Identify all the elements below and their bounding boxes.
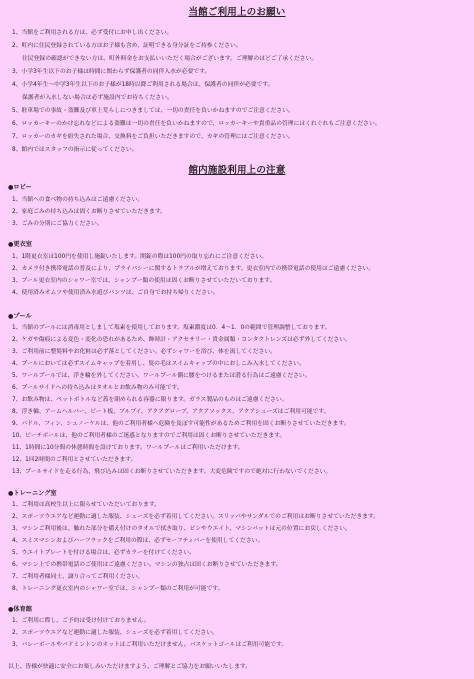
training-item-7: 7、ご利用者様同士、譲り合ってご利用ください。 — [12, 574, 144, 580]
gym-heading: ●体育館 — [8, 606, 32, 613]
training-item-2: 2、スポーツウエアなど運動に適した服装、シューズを必ず着用してください。スリッパやサンダルでのご利用はお断りさせていただきます。 — [12, 514, 380, 520]
lobby-item-2: 2、家庭ごみの持ち込みは固くお断りさせていただきます。 — [12, 209, 166, 215]
closing-text: 以上、皆様が快適に安全にお楽しみいただけますよう、ご理解とご協力をお願いいたします。 — [8, 664, 252, 670]
gym-item-2: 2、スポーツウエアなど運動に適した服装、シューズを必ず着用してください。 — [12, 630, 218, 636]
rules-item-5: 5、駐車場での事故・盗難及び車上荒らしにつきましては、一切の責任を負いかねますのでご注意ください。 — [12, 108, 294, 114]
pool-item-1: 1、当館のプールには消毒用としまして塩素を使用しております。塩素濃度は0．4～1．0の範囲で管理調整しております。 — [12, 325, 331, 331]
training-item-8: 8、トレーニング更衣室内のシャワー室では、シャンプー類のご利用が可能です。 — [12, 586, 224, 592]
rules-title: 当館ご利用上のお願い — [188, 7, 286, 18]
pool-item-6: 6、プールサイドへの持ち込みはタオルとお飲み物のみ可能です。 — [12, 385, 183, 391]
locker-room-item-4: 4、使用済みオムツや使用済み水遊びパンツは、ご自身でお持ち帰りください。 — [12, 290, 219, 296]
rules-item-3: 3、小学3年生以下のお子様は時間に関わらず保護者の同伴入水が必要です。 — [12, 69, 211, 75]
pool-item-11: 11、1時間に10分間の休憩時間を設けております。ワールプールはご利用いただけます。 — [12, 445, 244, 451]
training-item-4: 4、スミスマシンおよびハーフラックをご利用の際は、必ずセーフティバーを使用してください。 — [12, 538, 264, 544]
training-item-6: 6、マシン上での携帯電話のご使用はご遠慮ください。マシンの独占は固くお断りさせていただきます。 — [12, 562, 282, 568]
locker-room-item-3: 3、プール更衣室内のシャワー室では、シャンプー類の使用は固くお断りさせていただいております。 — [12, 278, 276, 284]
locker-room-item-2: 2、カメラ付き携帯電話の普及により、プライバシーに関するトラブルが増えております。更衣室内での携帯電話の使用はご遠慮ください。 — [12, 266, 375, 272]
gym-item-3: 3、バレーボールやバドミントンのネットはご利用いただけません。バスケットゴールはご利用可能です。 — [12, 642, 288, 648]
pool-item-10: 10、ビーチボールは、他のご利用者様のご迷惑となりますのでご利用は固くお断りさせていただきます。 — [12, 433, 286, 439]
pool-item-5: 5、ワールプールでは、浮き輪を外してください。ワールプール側に腰をつけるまたは潜る行為はご遠慮ください。 — [12, 373, 311, 379]
rules-item-7: 7、ロッカーのカギを紛失された場合、交換料をご負担いただきますので、カギの管理にはご注意ください。 — [12, 134, 294, 140]
training-item-1: 1、ご利用は高校生以上に限らせていただいております。 — [12, 502, 160, 508]
lobby-item-1: 1、当館への食べ物の持ち込みはご遠慮ください。 — [12, 197, 144, 203]
pool-item-7: 7、お飲み物は、ペットボトルなど蓋を閉められる容器に限ります。ガラス製品のものはご遠慮ください。 — [12, 397, 288, 403]
lobby-heading: ●ロビー — [8, 184, 32, 191]
pool-item-4: 4、プールにおいては必ずスイムキャップを着用し、髪の毛はスイムキャップの中におしこみ入水してください。 — [12, 361, 305, 367]
pool-item-9: 9、パドル、フィン、シュノーケルは、他のご利用者様へ危険を及ぼす可能性があるためご利用を固くお断りさせていただきます。 — [12, 421, 350, 427]
rules-item-4: 4、小学4年生～中学3年生以下のお子様が18時以降ご利用される場合は、保護者の同伴が必要です。 — [12, 82, 274, 88]
pool-heading: ●プール — [8, 313, 32, 320]
rules-item-2: 2、町内に住民登録されている方はお子様も含め、証明できる身分証をご持参ください。 — [12, 43, 242, 49]
facility-title: 館内施設利用上の注意 — [188, 165, 286, 176]
rules-item-2-note: 住民登録の確認ができない方は、町外料金をお支払いいただく場合がございます。ご理解のほどご了承ください。 — [22, 56, 318, 62]
pool-item-8: 8、浮き輪、アームヘルパー、ビート板、ブルブイ、アクアグローブ、アクアソックス、アクアシューズはご利用可能です。 — [12, 409, 330, 415]
rules-item-8: 8、館内ではスタッフの指示に従ってください。 — [12, 147, 138, 153]
rules-item-6: 6、ロッカーキーのかけ忘れなどによる盗難は一切の責任を負いかねますので、ロッカーキーや貴重品の管理にはくれぐれもご注意ください。 — [12, 121, 381, 127]
training-item-3: 3、マシンご利用後は、触れた部分を備え付けのタオルで拭き取り、ピンやウエイト、マシンパットは元の位置にお戻しください。 — [12, 526, 351, 532]
training-heading: ●トレーニング室 — [8, 490, 57, 497]
rules-item-4-note: 保護者が入水しない場合は必ず施設内でお待ちください。 — [22, 95, 173, 101]
pool-item-13: 13、プールサイドを走る行為、飛び込みは固くお断りさせていただきます。大変危険ですので絶対に行わないでください。 — [12, 469, 332, 475]
gym-item-1: 1、ご利用に際し、ご予約は受け付けておりません。 — [12, 618, 150, 624]
lobby-item-3: 3、ごみの分別にご協力ください。 — [12, 221, 103, 227]
locker-room-item-1: 1、1階更衣室は100円を使用し施錠いたします。開錠の際は100円の取り忘れにご注意ください。 — [12, 254, 268, 260]
pool-item-12: 12、1回2時間のご利用とさせていただきます。 — [12, 457, 137, 463]
locker-room-heading: ●更衣室 — [8, 241, 32, 248]
pool-item-2: 2、ケガや傷痕による変色・変化の恐れがあるため、飾時計・アクセサリー・貴金属類・コンタクトレンズは必ず外してください。 — [12, 337, 351, 343]
pool-item-3: 3、ご利用前に整髪料やお化粧は必ず落としてください。必ずシャワーを浴び、体を流してください。 — [12, 349, 276, 355]
training-item-5: 5、ウエイトプレートを付ける場合は、必ずカラーを付けてください。 — [12, 550, 195, 556]
rules-item-1: 1、当館をご利用される方は、必ず受付にお申し出ください。 — [12, 30, 173, 36]
